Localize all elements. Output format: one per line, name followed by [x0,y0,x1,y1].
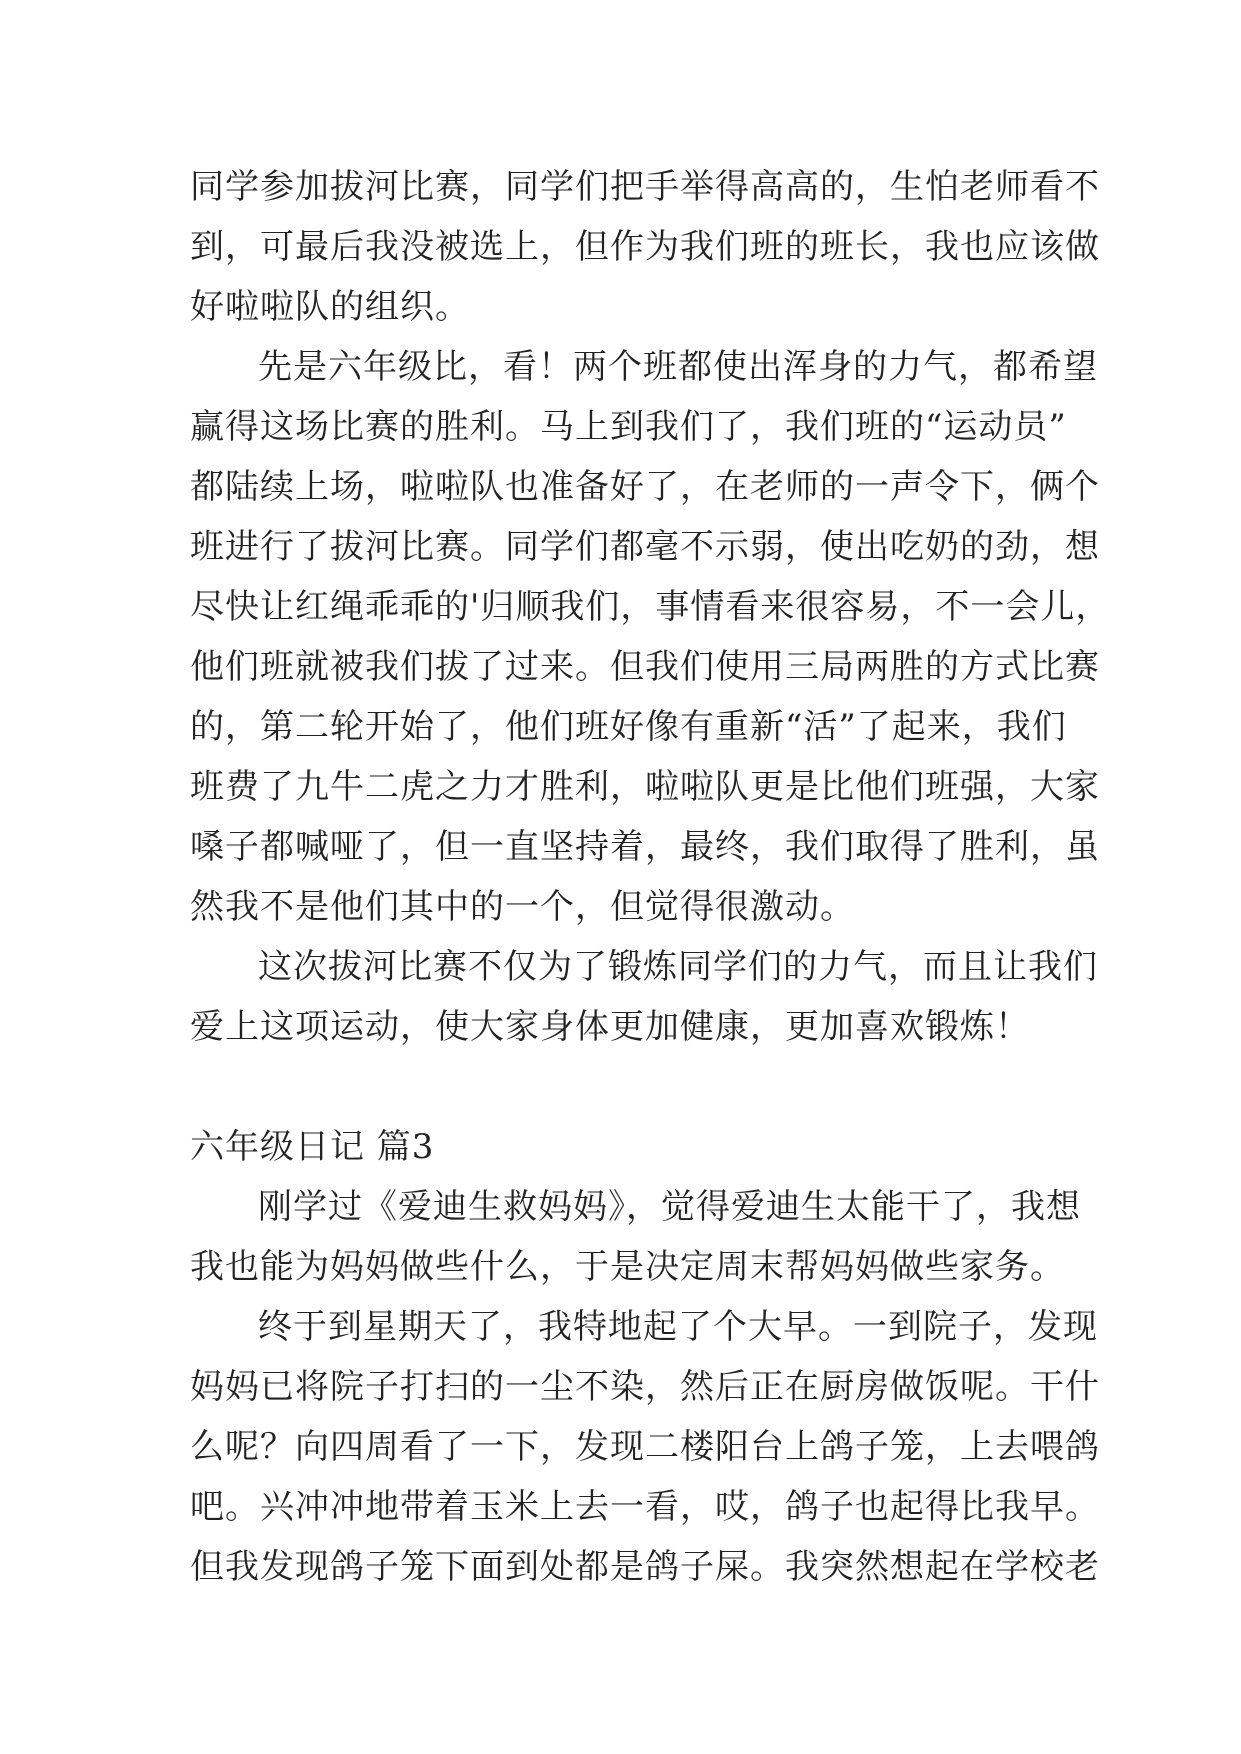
text-line: 好啦啦队的组织。 [190,287,470,327]
text-line: 先是六年级比，看！两个班都使出浑身的力气，都希望 [258,347,1098,387]
text-line: 这次拔河比赛不仅为了锻炼同学们的力气，而且让我们 [258,947,1098,987]
paragraph-edison-intro [190,1177,1081,1297]
text-line: 尽快让红绳乖乖的'归顺我们，事情看来很容易，不一会儿， [190,587,1111,627]
text-line: 终于到星期天了，我特地起了个大早。一到院子，发现 [258,1307,1098,1347]
text-line: 妈妈已将院子打扫的一尘不染，然后正在厨房做饭呢。干什 [190,1367,1100,1407]
text-line: 吧。兴冲冲地带着玉米上去一看，哎，鸽子也起得比我早。 [190,1487,1100,1527]
text-line: 嗓子都喊哑了，但一直坚持着，最终，我们取得了胜利，虽 [190,827,1100,867]
text-line: 我也能为妈妈做些什么，于是决定周末帮妈妈做些家务。 [190,1247,1065,1287]
text-line: 然我不是他们其中的一个，但觉得很激动。 [190,887,855,927]
text-line: 但我发现鸽子笼下面到处都是鸽子屎。我突然想起在学校老 [190,1547,1100,1587]
paragraph-tug-of-war-intro [190,157,1100,337]
text-line: 刚学过《爱迪生救妈妈》，觉得爱迪生太能干了，我想 [258,1187,1081,1227]
text-line: 么呢？向四周看了一下，发现二楼阳台上鸽子笼，上去喂鸽 [190,1427,1100,1467]
paragraph-tug-of-war-conclusion [190,937,1098,1057]
paragraph-tug-of-war-match [190,337,1111,937]
text-line: 同学参加拔河比赛，同学们把手举得高高的，生怕老师看不 [190,167,1100,207]
text-line: 赢得这场比赛的胜利。马上到我们了，我们班的“运动员” [190,407,1067,447]
document-body [190,157,1111,1597]
text-line: 的，第二轮开始了，他们班好像有重新“活”了起来，我们 [190,707,1067,747]
text-line: 班进行了拔河比赛。同学们都毫不示弱，使出吃奶的劲，想 [190,527,1100,567]
text-line: 他们班就被我们拔了过来。但我们使用三局两胜的方式比赛 [190,647,1100,687]
text-line: 到，可最后我没被选上，但作为我们班的班长，我也应该做 [190,227,1100,267]
text-line: 班费了九牛二虎之力才胜利，啦啦队更是比他们班强，大家 [190,767,1100,807]
text-line: 爱上这项运动，使大家身体更加健康，更加喜欢锻炼！ [190,1007,1030,1047]
section-title: 六年级日记 篇3 [190,1127,435,1167]
text-line: 都陆续上场，啦啦队也准备好了，在老师的一声令下，俩个 [190,467,1100,507]
paragraph-sunday-chores [190,1297,1100,1597]
